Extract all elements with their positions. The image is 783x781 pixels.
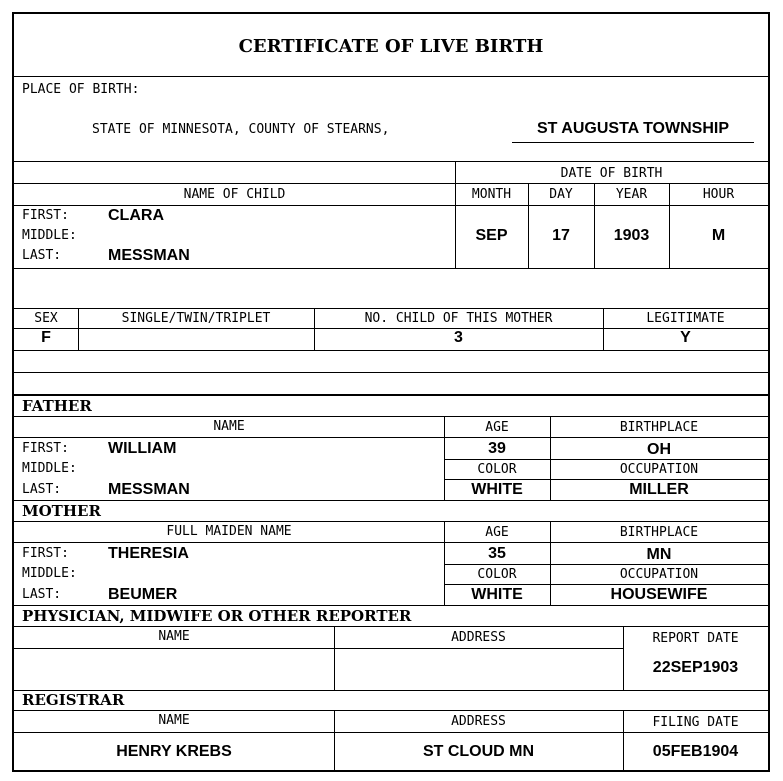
- filing-date-label: FILING DATE: [652, 715, 739, 730]
- mother-first-label: FIRST:: [22, 546, 69, 561]
- birth-day: 17: [552, 227, 570, 244]
- physician-address-label: ADDRESS: [451, 630, 506, 645]
- child-last-name: MESSMAN: [108, 247, 190, 264]
- mother-birthplace: MN: [646, 546, 672, 563]
- divider: [444, 564, 768, 565]
- registrar-name: HENRY KREBS: [116, 743, 232, 760]
- father-occupation: MILLER: [629, 481, 689, 498]
- father-last-name: MESSMAN: [108, 481, 190, 498]
- father-occupation-label: OCCUPATION: [619, 462, 699, 477]
- father-age: 39: [488, 440, 506, 457]
- father-name-header: NAME: [213, 419, 245, 434]
- day-label: DAY: [549, 187, 573, 202]
- birth-year: 1903: [613, 227, 650, 244]
- divider: [444, 479, 768, 480]
- divider: [14, 437, 768, 438]
- mother-age: 35: [488, 545, 506, 562]
- township-value: ST AUGUSTA TOWNSHIP: [537, 120, 729, 137]
- mother-age-label: AGE: [485, 525, 509, 540]
- hour-label: HOUR: [702, 187, 735, 202]
- child-first-name: CLARA: [108, 207, 164, 224]
- physician-section-title: PHYSICIAN, MIDWIFE OR OTHER REPORTER: [22, 607, 412, 625]
- divider: [14, 521, 768, 522]
- father-age-label: AGE: [485, 420, 509, 435]
- report-date: 22SEP1903: [652, 659, 739, 676]
- divider: [14, 500, 768, 501]
- mother-last-name: BEUMER: [108, 586, 178, 603]
- divider: [14, 710, 768, 711]
- registrar-address-label: ADDRESS: [451, 714, 506, 729]
- state-county-text: STATE OF MINNESOTA, COUNTY OF STEARNS,: [92, 122, 390, 137]
- child-number-value: 3: [454, 329, 463, 346]
- divider: [14, 205, 768, 206]
- report-date-label: REPORT DATE: [652, 631, 739, 646]
- father-birthplace-label: BIRTHPLACE: [619, 420, 699, 435]
- child-last-label: LAST:: [22, 248, 62, 263]
- registrar-name-label: NAME: [158, 713, 190, 728]
- registrar-section-title: REGISTRAR: [22, 691, 125, 709]
- divider: [14, 372, 768, 373]
- father-middle-label: MIDDLE:: [22, 461, 77, 476]
- divider: [14, 394, 768, 396]
- divider: [14, 308, 768, 309]
- sex-value: F: [41, 329, 51, 346]
- certificate-title: CERTIFICATE OF LIVE BIRTH: [238, 36, 544, 57]
- child-number-label: NO. CHILD OF THIS MOTHER: [364, 311, 553, 326]
- mother-occupation-label: OCCUPATION: [619, 567, 699, 582]
- divider: [14, 690, 768, 691]
- father-color-label: COLOR: [477, 462, 517, 477]
- legitimate-value: Y: [680, 329, 691, 346]
- father-birthplace: OH: [647, 441, 671, 458]
- year-label: YEAR: [615, 187, 648, 202]
- mother-name-header: FULL MAIDEN NAME: [166, 524, 292, 539]
- divider: [14, 626, 768, 627]
- sex-label: SEX: [34, 311, 58, 326]
- father-color: WHITE: [471, 481, 523, 498]
- divider: [14, 648, 623, 649]
- divider: [14, 161, 768, 162]
- plurality-label: SINGLE/TWIN/TRIPLET: [121, 311, 271, 326]
- mother-birthplace-label: BIRTHPLACE: [619, 525, 699, 540]
- divider: [14, 268, 768, 269]
- divider: [14, 76, 768, 77]
- divider: [14, 542, 768, 543]
- mother-last-label: LAST:: [22, 587, 62, 602]
- mother-middle-label: MIDDLE:: [22, 566, 77, 581]
- father-last-label: LAST:: [22, 482, 62, 497]
- mother-occupation: HOUSEWIFE: [610, 586, 708, 603]
- divider: [444, 459, 768, 460]
- father-first-label: FIRST:: [22, 441, 69, 456]
- birth-certificate: [12, 12, 770, 772]
- mother-first-name: THERESIA: [108, 545, 189, 562]
- birth-hour: M: [711, 227, 726, 244]
- father-section-title: FATHER: [22, 397, 92, 415]
- divider: [14, 416, 768, 417]
- registrar-address: ST CLOUD MN: [422, 743, 535, 760]
- mother-color-label: COLOR: [477, 567, 517, 582]
- divider: [444, 584, 768, 585]
- township-underline: [512, 142, 754, 143]
- month-label: MONTH: [471, 187, 512, 202]
- place-of-birth-label: PLACE OF BIRTH:: [22, 82, 140, 97]
- child-middle-label: MIDDLE:: [22, 228, 77, 243]
- date-of-birth-header: DATE OF BIRTH: [560, 166, 663, 181]
- name-of-child-header: NAME OF CHILD: [183, 187, 286, 202]
- father-first-name: WILLIAM: [108, 440, 177, 457]
- mother-color: WHITE: [471, 586, 523, 603]
- divider: [14, 183, 768, 184]
- divider: [14, 350, 768, 351]
- legitimate-label: LEGITIMATE: [646, 311, 725, 326]
- child-first-label: FIRST:: [22, 208, 69, 223]
- physician-name-label: NAME: [158, 629, 190, 644]
- divider: [14, 732, 768, 733]
- filing-date: 05FEB1904: [652, 743, 739, 760]
- birth-month: SEP: [475, 227, 508, 244]
- mother-section-title: MOTHER: [22, 502, 101, 520]
- divider: [14, 605, 768, 606]
